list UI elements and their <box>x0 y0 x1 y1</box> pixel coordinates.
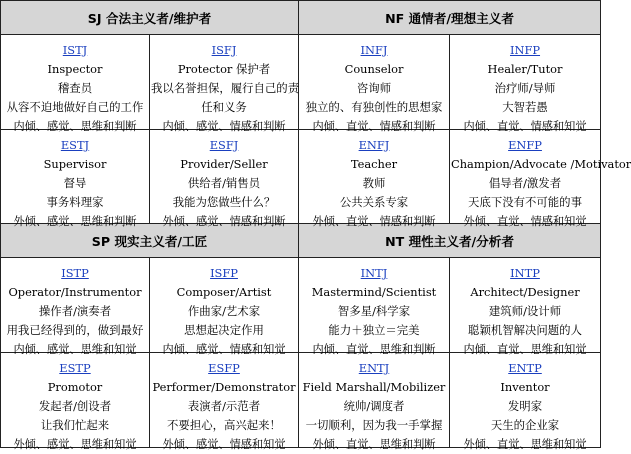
type-cell-intj <box>299 258 450 357</box>
type-description: 思想起决定作用 <box>184 323 264 338</box>
type-role-en: Counselor <box>344 61 404 76</box>
type-role-en: Composer/Artist <box>176 285 272 300</box>
type-role-en: Operator/Instrumentor <box>8 285 142 300</box>
type-role-en: Supervisor <box>43 156 107 171</box>
type-role-zh: 操作者/演奏者 <box>38 304 112 319</box>
type-cell-esfp <box>150 353 299 452</box>
type-cell-estj <box>1 129 150 228</box>
type-role-zh: 建筑师/设计师 <box>488 304 562 319</box>
type-description: 独立的、有独创性的思想家 <box>305 99 443 114</box>
type-role-zh: 教师 <box>362 175 386 190</box>
group-header-sj: SJ 合法主义者/维护者 <box>1 1 299 35</box>
type-code-link[interactable]: ESTP <box>59 361 91 376</box>
type-cell-istp <box>1 258 150 357</box>
type-code-link[interactable]: ENFJ <box>358 137 390 152</box>
type-description: 从容不迫地做好自己的工作 <box>6 99 144 114</box>
type-role-en: Architect/Designer <box>470 285 580 300</box>
type-description: 让我们忙起来 <box>40 418 110 433</box>
type-functions: 内倾、感觉、思维和知觉 <box>13 343 137 357</box>
type-role-zh: 治疗师/导师 <box>494 80 556 95</box>
type-functions: 内倾、感觉、情感和判断 <box>162 119 286 133</box>
type-cell-isfj <box>150 34 300 133</box>
type-role-en: Performer/Demonstrator <box>152 380 296 395</box>
type-description: 聪颖机智解决问题的人 <box>468 323 582 338</box>
type-cell-istj <box>1 34 150 133</box>
type-code-link[interactable]: ESFP <box>208 361 240 376</box>
type-role-en: Promotor <box>47 380 103 395</box>
type-functions: 外倾、感觉、思维和判断 <box>13 214 137 228</box>
type-description: 任和义务 <box>201 99 247 114</box>
type-description: 天底下没有不可能的事 <box>468 194 582 209</box>
type-code-link[interactable]: ENTP <box>508 361 542 376</box>
type-functions: 内倾、直觉、情感和知觉 <box>463 119 587 133</box>
type-description: 不要担心，高兴起来！ <box>167 418 281 433</box>
type-functions: 外倾、感觉、情感和判断 <box>162 214 286 228</box>
type-cell-infp <box>450 34 601 133</box>
type-code-link[interactable]: INTP <box>510 266 540 281</box>
type-code-link[interactable]: ISFP <box>210 266 238 281</box>
type-cell-entj <box>299 353 450 452</box>
type-code-link[interactable]: INFJ <box>360 42 388 57</box>
type-code-link[interactable]: INFP <box>509 42 541 57</box>
type-description: 公共关系专家 <box>339 194 409 209</box>
type-role-en: Teacher <box>350 156 398 171</box>
type-functions: 外倾、感觉、情感和知觉 <box>162 438 286 452</box>
type-functions: 内倾、直觉、思维和判断 <box>312 343 436 357</box>
type-cell-isfp <box>150 258 299 357</box>
type-description: 用我已经得到的，做到最好 <box>6 323 144 338</box>
type-cell-intp <box>450 258 601 357</box>
type-code-link[interactable]: INTJ <box>360 266 388 281</box>
type-cell-enfj <box>299 129 450 228</box>
type-functions: 内倾、直觉、思维和知觉 <box>463 343 587 357</box>
type-role-zh: 督导 <box>63 175 87 190</box>
type-role-en: Mastermind/Scientist <box>311 285 437 300</box>
type-role-en: Protector 保护者 <box>177 61 271 76</box>
type-description: 我能为您做些什么？ <box>172 194 276 209</box>
type-cell-infj <box>299 34 450 133</box>
type-role-zh: 作曲家/艺术家 <box>187 304 261 319</box>
type-code-link[interactable]: ENFP <box>508 137 542 152</box>
type-role-zh: 咨询师 <box>356 80 392 95</box>
type-description: 事务料理家 <box>46 194 104 209</box>
type-functions: 内倾、直觉、情感和判断 <box>312 119 436 133</box>
type-role-zh: 我以名誉担保，履行自己的责 <box>151 80 300 95</box>
type-role-en: Healer/Tutor <box>487 61 563 76</box>
type-cell-entp <box>450 353 601 452</box>
type-functions: 外倾、感觉、思维和知觉 <box>13 438 137 452</box>
type-role-en: Field Marshall/Mobilizer <box>302 380 446 395</box>
type-description: 天生的企业家 <box>490 418 560 433</box>
type-code-link[interactable]: ISTP <box>61 266 89 281</box>
type-role-zh: 发明家 <box>507 399 543 414</box>
type-role-zh: 统帅/调度者 <box>343 399 405 414</box>
type-role-zh: 倡导者/激发者 <box>488 175 562 190</box>
type-role-zh: 稽查员 <box>57 80 93 95</box>
type-code-link[interactable]: ISFJ <box>211 42 237 57</box>
type-functions: 外倾、直觉、思维和知觉 <box>463 438 587 452</box>
type-functions: 内倾、感觉、思维和判断 <box>13 119 137 133</box>
group-header-nt: NT 理性主义者/分析者 <box>299 224 601 258</box>
type-functions: 外倾、直觉、情感和知觉 <box>463 214 587 228</box>
type-functions: 内倾、感觉、情感和知觉 <box>162 343 286 357</box>
type-functions: 外倾、直觉、思维和判断 <box>312 438 436 452</box>
type-description: 能力＋独立＝完美 <box>328 323 420 338</box>
type-code-link[interactable]: ENTJ <box>358 361 390 376</box>
type-role-zh: 供给者/销售员 <box>187 175 261 190</box>
type-cell-esfj <box>150 129 299 228</box>
type-code-link[interactable]: ISTJ <box>62 42 88 57</box>
type-role-en: Inventor <box>500 380 550 395</box>
type-role-zh: 发起者/创设者 <box>38 399 112 414</box>
type-role-en: Provider/Seller <box>180 156 268 171</box>
type-description: 一切顺利，因为我一手掌握 <box>305 418 443 433</box>
type-description: 大智若愚 <box>502 99 548 114</box>
group-header-sp: SP 现实主义者/工匠 <box>1 224 299 258</box>
type-functions: 外倾、直觉、情感和判断 <box>312 214 436 228</box>
type-role-en: Inspector <box>47 61 103 76</box>
type-role-zh: 表演者/示范者 <box>187 399 261 414</box>
type-role-en: Champion/Advocate /Motivator <box>451 156 631 171</box>
type-code-link[interactable]: ESTJ <box>60 137 90 152</box>
type-code-link[interactable]: ESFJ <box>209 137 239 152</box>
group-header-nf: NF 通情者/理想主义者 <box>299 1 601 35</box>
type-cell-enfp <box>450 129 631 228</box>
type-cell-estp <box>1 353 150 452</box>
type-role-zh: 智多星/科学家 <box>337 304 411 319</box>
